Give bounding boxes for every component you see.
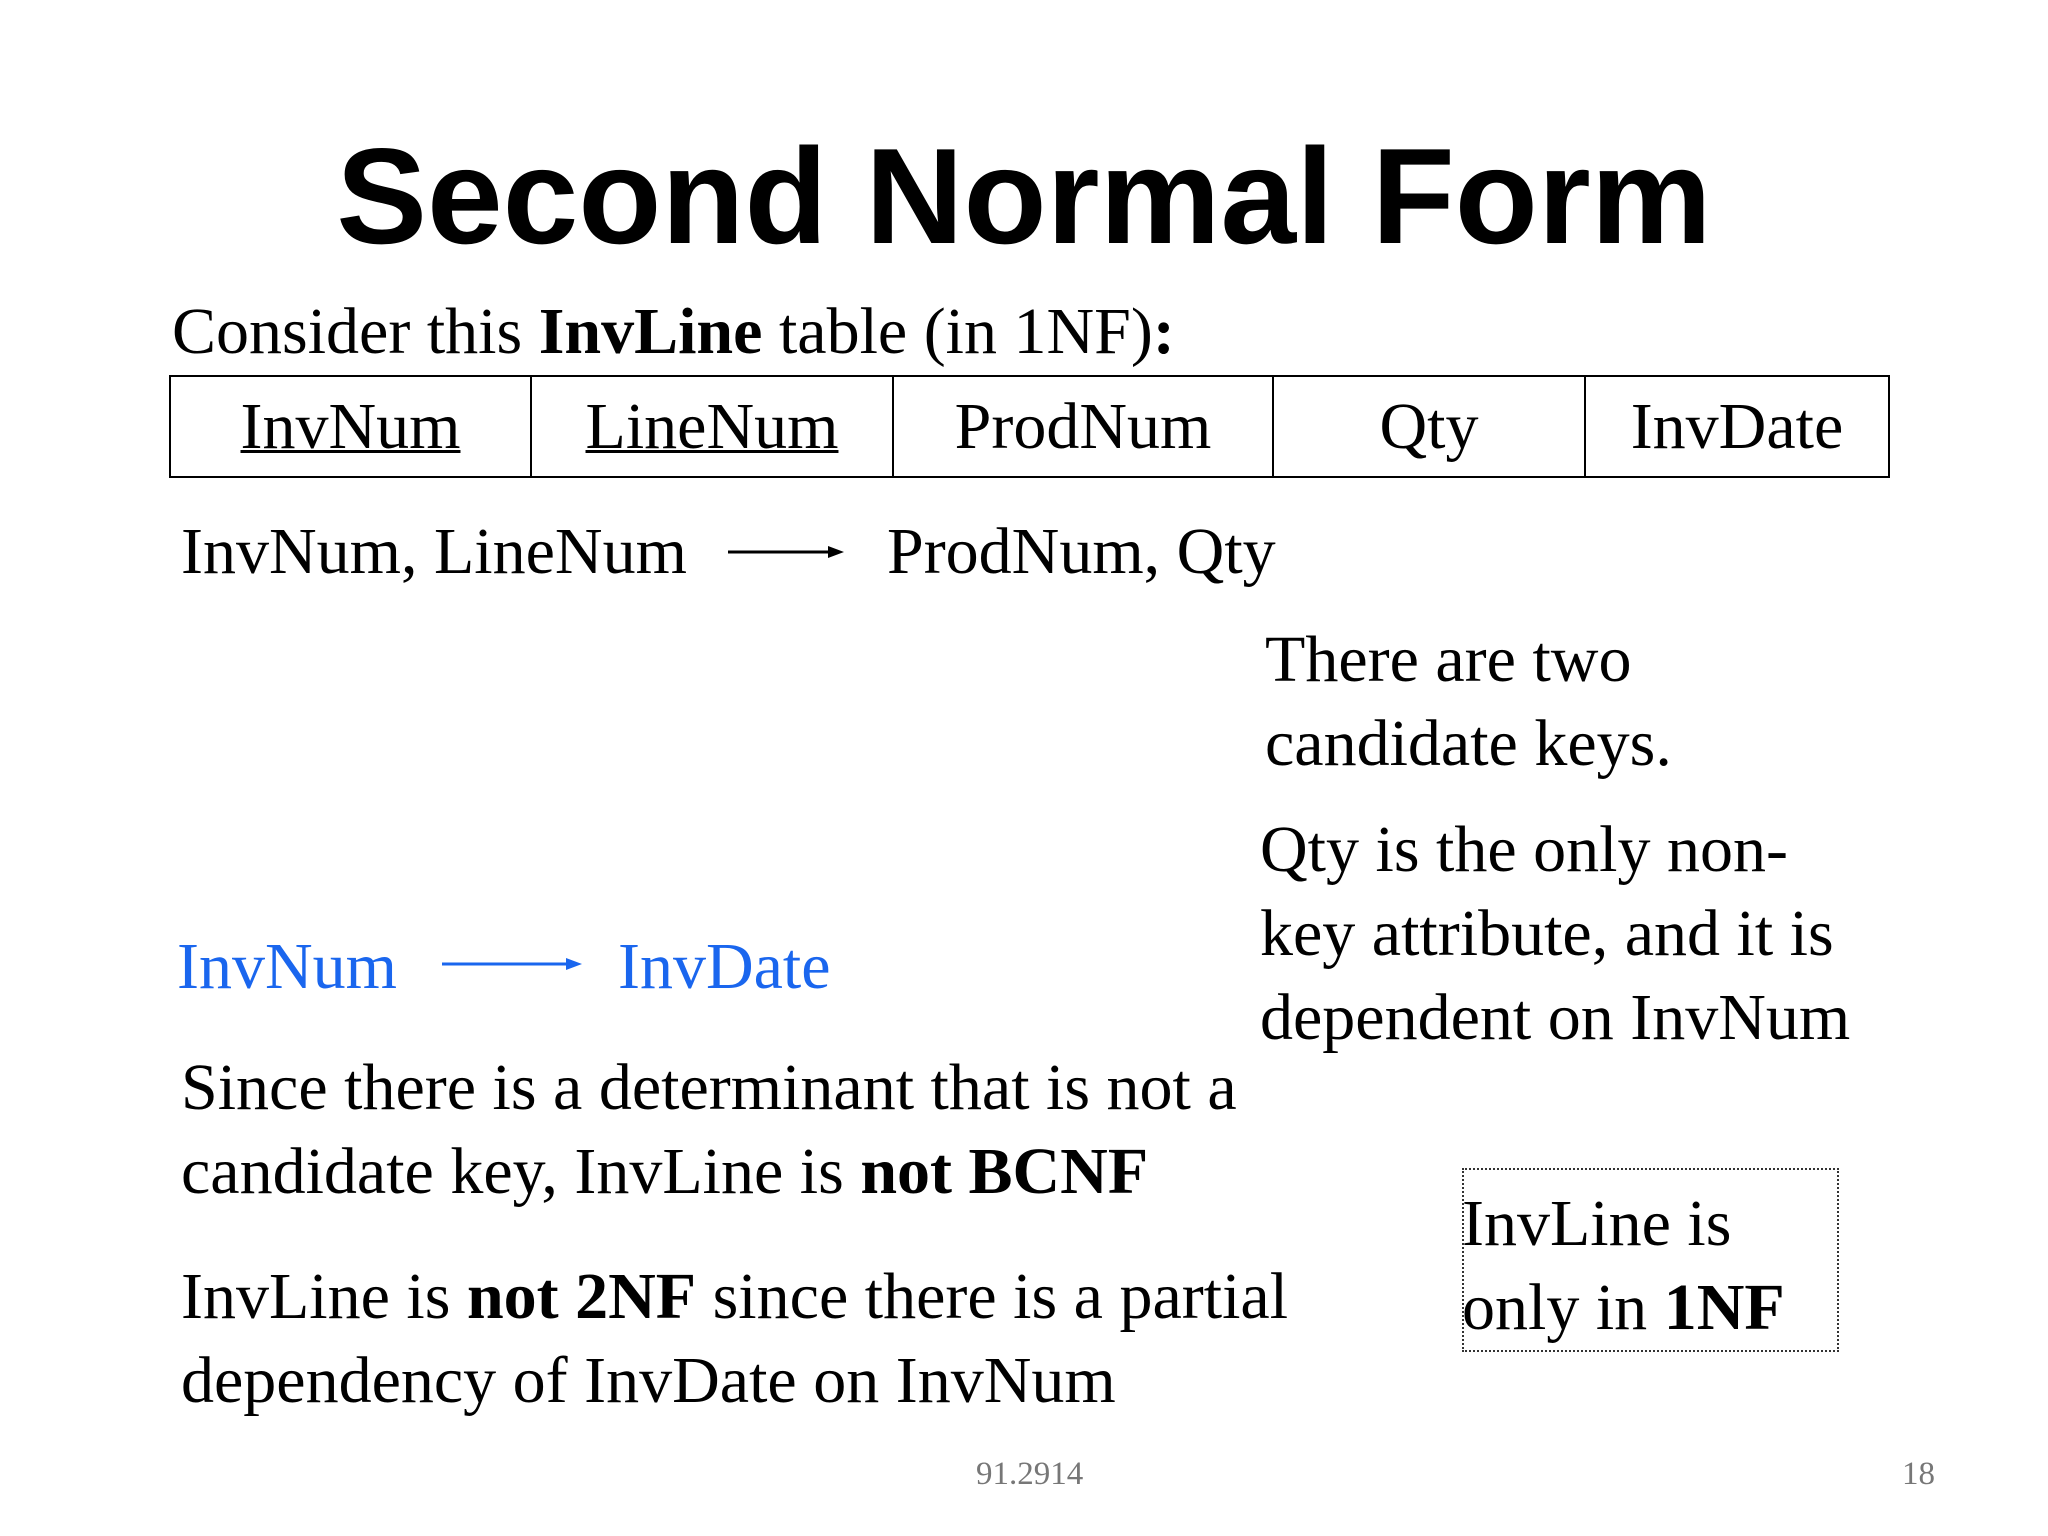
twonf-line1-bold: not 2NF <box>466 1260 697 1333</box>
intro-prefix: Consider this <box>172 295 539 368</box>
column-label-prodnum: ProdNum <box>954 389 1212 463</box>
fd1-arrow <box>728 540 844 564</box>
candidate-keys-line1: There are two <box>1265 623 1632 696</box>
fd2-right: InvDate <box>618 930 831 1003</box>
page-number: 18 <box>1902 1456 1935 1492</box>
nonkey-line3: dependent on InvNum <box>1260 980 1851 1054</box>
table-column <box>893 376 1273 477</box>
intro-table-name: InvLine <box>538 295 763 368</box>
candidate-keys-note <box>1265 618 1672 786</box>
fd1-left: InvNum, LineNum <box>181 515 687 588</box>
bcnf-line2-bold: not BCNF <box>860 1134 1149 1208</box>
intro-colon: : <box>1152 295 1175 368</box>
table-column <box>170 376 531 477</box>
column-label-invnum: InvNum <box>240 389 461 463</box>
only-1nf-note <box>1462 1182 1785 1350</box>
bcnf-line2 <box>181 1130 1237 1214</box>
nonkey-line2: key attribute, and it is <box>1260 896 1834 970</box>
candidate-keys-line2: candidate keys. <box>1265 706 1672 780</box>
bcnf-line1: Since there is a determinant that is not a <box>181 1051 1237 1124</box>
column-label-qty: Qty <box>1379 389 1479 463</box>
twonf-line1-prefix: InvLine is <box>181 1260 467 1333</box>
twonf-note <box>181 1255 1288 1423</box>
box-line2-prefix: only in <box>1462 1270 1664 1344</box>
bcnf-note <box>181 1046 1237 1214</box>
invline-table <box>169 375 1890 478</box>
fd1-right: ProdNum, Qty <box>887 515 1276 588</box>
column-label-invdate: InvDate <box>1630 389 1844 463</box>
intro-middle: table (in 1NF) <box>762 295 1153 368</box>
intro-text <box>172 290 1175 374</box>
footer-course-number: 91.2914 <box>976 1456 1084 1492</box>
fd2-left: InvNum <box>177 930 397 1003</box>
twonf-line1 <box>181 1255 1288 1339</box>
table-header-row <box>170 376 1889 477</box>
table-column <box>1273 376 1585 477</box>
nonkey-note <box>1260 808 1850 1059</box>
box-line2 <box>1462 1266 1785 1350</box>
nonkey-line1: Qty is the only non- <box>1260 813 1788 886</box>
bcnf-line2-prefix: candidate key, InvLine is <box>181 1134 861 1208</box>
box-line1: InvLine is <box>1462 1187 1732 1260</box>
slide-title: Second Normal Form <box>336 120 1712 272</box>
column-label-linenum: LineNum <box>585 389 839 463</box>
table-column <box>531 376 893 477</box>
fd2-arrow <box>442 952 582 976</box>
table-column <box>1585 376 1889 477</box>
twonf-line1-suffix: since there is a partial <box>696 1260 1289 1333</box>
twonf-line2: dependency of InvDate on InvNum <box>181 1343 1116 1417</box>
box-line2-bold: 1NF <box>1663 1270 1785 1344</box>
